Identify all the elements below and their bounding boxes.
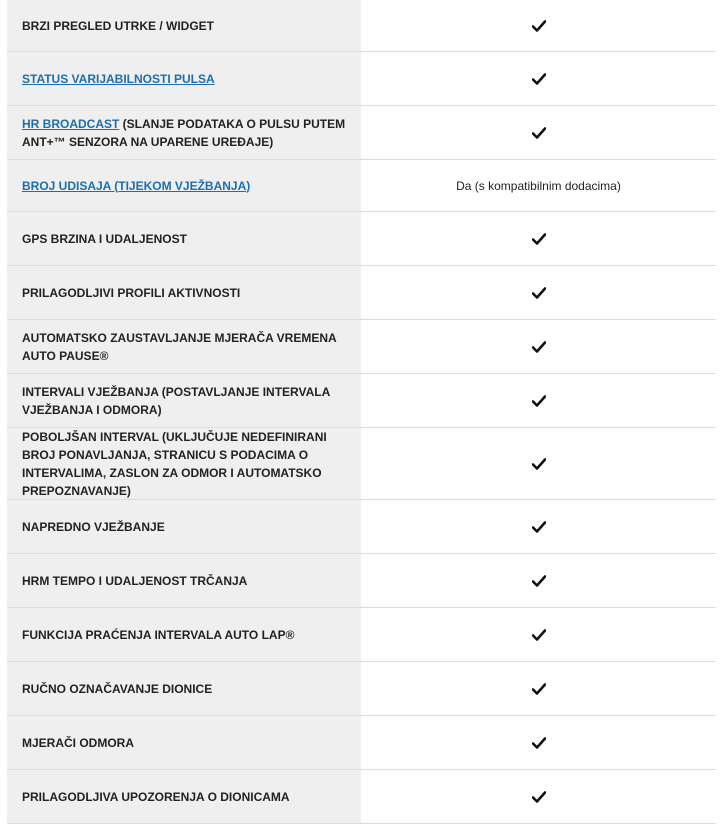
feature-text: GPS BRZINA I UDALJENOST — [22, 231, 187, 246]
feature-label-text — [22, 572, 247, 590]
table-row — [7, 52, 716, 106]
feature-text: PRILAGODLJIVI PROFILI AKTIVNOSTI — [22, 285, 241, 300]
spec-table — [7, 0, 716, 824]
feature-value — [361, 770, 716, 823]
feature-text: HRM TEMPO I UDALJENOST TRČANJA — [22, 573, 248, 588]
feature-label-text — [22, 734, 134, 752]
feature-value — [361, 500, 716, 553]
feature-value — [361, 106, 716, 159]
feature-label-text — [22, 626, 294, 644]
feature-label-text — [22, 329, 347, 365]
feature-label — [7, 52, 361, 105]
feature-text: INTERVALI VJEŽBANJA (POSTAVLJANJE INTERVALA VJEŽBANJA I ODMORA) — [22, 384, 330, 417]
table-row — [7, 374, 716, 428]
checkmark-icon — [532, 629, 546, 641]
feature-text: NAPREDNO VJEŽBANJE — [22, 519, 165, 534]
feature-text: FUNKCIJA PRAĆENJA INTERVALA AUTO LAP® — [22, 627, 295, 642]
feature-label-text — [22, 518, 165, 536]
feature-label — [7, 770, 361, 823]
checkmark-icon — [532, 395, 546, 407]
table-row — [7, 0, 716, 52]
feature-label — [7, 662, 361, 715]
feature-label-text — [22, 680, 212, 698]
checkmark-icon — [532, 575, 546, 587]
feature-label-text — [22, 788, 290, 806]
table-row — [7, 554, 716, 608]
checkmark-icon — [532, 73, 546, 85]
feature-text: (SLANJE PODATAKA O PULSU PUTEM ANT+™ SENZORA NA UPARENE UREĐAJE) — [22, 116, 346, 149]
feature-label — [7, 320, 361, 373]
feature-text: POBOLJŠAN INTERVAL (UKLJUČUJE NEDEFINIRANI BROJ PONAVLJANJA, STRANICU S PODACIMA O INTERVALIMA, ZASLON ZA ODMOR I AUTOMATSKO PREPOZNAVANJE) — [22, 429, 327, 498]
feature-text: BRZI PREGLED UTRKE / WIDGET — [22, 18, 214, 33]
feature-label — [7, 374, 361, 427]
feature-text: PRILAGODLJIVA UPOZORENJA O DIONICAMA — [22, 789, 290, 804]
feature-label — [7, 500, 361, 553]
feature-link[interactable]: BROJ UDISAJA (TIJEKOM VJEŽBANJA) — [22, 178, 251, 193]
feature-label-text — [22, 17, 214, 35]
feature-value — [361, 554, 716, 607]
checkmark-icon — [532, 737, 546, 749]
table-row — [7, 266, 716, 320]
feature-label — [7, 554, 361, 607]
checkmark-icon — [532, 458, 546, 470]
checkmark-icon — [532, 791, 546, 803]
feature-value-text: Da (s kompatibilnim dodacima) — [456, 178, 621, 193]
feature-value — [361, 52, 716, 105]
feature-label-text — [22, 70, 215, 88]
feature-link[interactable]: HR BROADCAST — [22, 116, 120, 131]
table-row — [7, 212, 716, 266]
table-row — [7, 320, 716, 374]
table-row — [7, 106, 716, 160]
feature-label-text — [22, 383, 347, 419]
feature-label-text — [22, 230, 187, 248]
feature-label — [7, 608, 361, 661]
table-row — [7, 608, 716, 662]
feature-label — [7, 716, 361, 769]
feature-label — [7, 212, 361, 265]
feature-value — [361, 374, 716, 427]
feature-value — [361, 662, 716, 715]
feature-label — [7, 0, 361, 51]
table-row — [7, 716, 716, 770]
feature-value — [361, 212, 716, 265]
checkmark-icon — [532, 521, 546, 533]
feature-text: AUTOMATSKO ZAUSTAVLJANJE MJERAČA VREMENA AUTO PAUSE® — [22, 330, 337, 363]
feature-label — [7, 266, 361, 319]
feature-value — [361, 160, 716, 211]
feature-label-text — [22, 428, 347, 500]
table-row — [7, 662, 716, 716]
feature-link[interactable]: STATUS VARIJABILNOSTI PULSA — [22, 71, 215, 86]
feature-value — [361, 716, 716, 769]
table-row — [7, 160, 716, 212]
feature-label — [7, 160, 361, 211]
feature-text: MJERAČI ODMORA — [22, 735, 135, 750]
checkmark-icon — [532, 233, 546, 245]
checkmark-icon — [532, 20, 546, 32]
feature-value — [361, 320, 716, 373]
table-row — [7, 500, 716, 554]
feature-value — [361, 266, 716, 319]
feature-text: RUČNO OZNAČAVANJE DIONICE — [22, 681, 213, 696]
checkmark-icon — [532, 341, 546, 353]
feature-label-text — [22, 284, 240, 302]
checkmark-icon — [532, 683, 546, 695]
feature-label — [7, 106, 361, 159]
feature-value — [361, 0, 716, 51]
feature-value — [361, 608, 716, 661]
checkmark-icon — [532, 287, 546, 299]
feature-label — [7, 428, 361, 499]
feature-value — [361, 428, 716, 499]
feature-label-text — [22, 177, 250, 195]
feature-label-text — [22, 115, 347, 151]
table-row — [7, 428, 716, 500]
checkmark-icon — [532, 127, 546, 139]
